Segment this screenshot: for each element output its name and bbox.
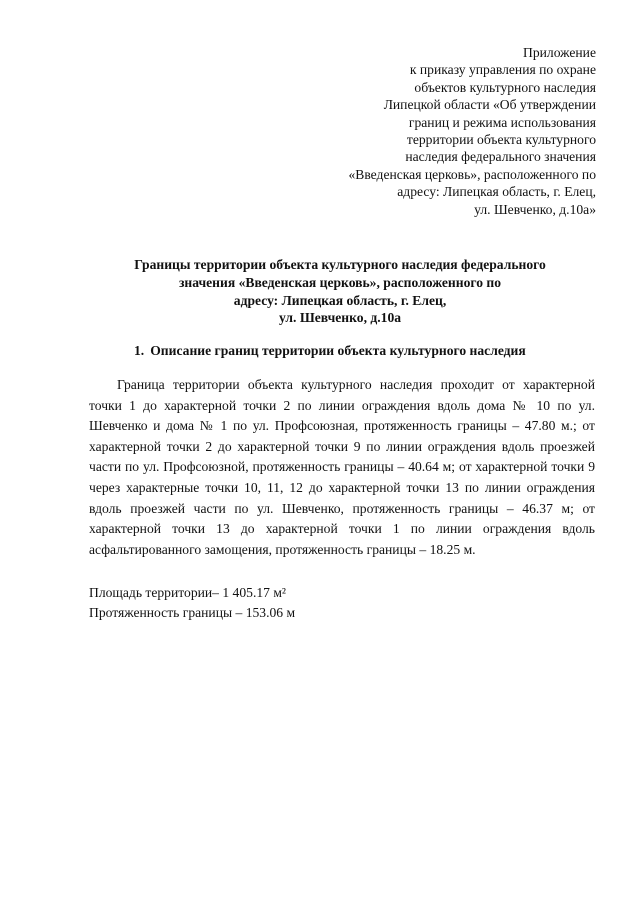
territory-area: Площадь территории– 1 405.17 м² (89, 585, 287, 600)
appendix-line: Приложение (523, 45, 596, 60)
title-line: значения «Введенская церковь», расположенного по (178, 274, 502, 290)
section-heading (134, 343, 526, 359)
appendix-line: границ и режима использования (408, 114, 596, 130)
summary-block (89, 583, 295, 624)
boundary-length: Протяженность границы – 153.06 м (89, 605, 296, 621)
appendix-line: «Введенская церковь», расположенного по (348, 166, 596, 182)
appendix-block (296, 44, 596, 218)
title-line: Границы территории объекта культурного наследия федерального (134, 257, 546, 272)
appendix-line: наследия федерального значения (405, 149, 596, 165)
appendix-line: Липецкой области «Об утверждении (383, 97, 596, 113)
section-heading-text: Описание границ территории объекта культурного наследия (150, 343, 526, 358)
appendix-line: ул. Шевченко, д.10а» (474, 201, 596, 217)
section-number: 1. (134, 343, 145, 358)
appendix-line: адресу: Липецкая область, г. Елец, (397, 184, 596, 200)
title-line: ул. Шевченко, д.10а (278, 310, 402, 326)
appendix-line: объектов культурного наследия (414, 79, 596, 95)
boundary-description-paragraph: Граница территории объекта культурного наследия проходит от характерной точки 1 до характерной точки 2 по линии ограждения вдоль дома № 10 по ул. Шевченко и дома № 1 по ул. Профсоюзная, протяженность границы – 47.80 м.; от характерной точки 2 до характерной точки 9 по линии ограждения вдоль проезжей части по ул. Профсоюзной, протяженность границы – 40.64 м; от характерной точки 9 через характерные точки 10, 11, 12 до характерной точки 13 по линии ограждения вдоль проезжей части по ул. Шевченко, протяженность границы – 46.37 м; от характерной точки 13 до характерной точки 1 по линии ограждения вдоль асфальтированного замощения, протяженность границы – 18.25 м. (89, 377, 595, 557)
appendix-line: к приказу управления по охране (409, 62, 596, 78)
document-title (60, 256, 620, 327)
title-line: адресу: Липецкая область, г. Елец, (233, 292, 447, 308)
appendix-line: территории объекта культурного (406, 132, 596, 148)
